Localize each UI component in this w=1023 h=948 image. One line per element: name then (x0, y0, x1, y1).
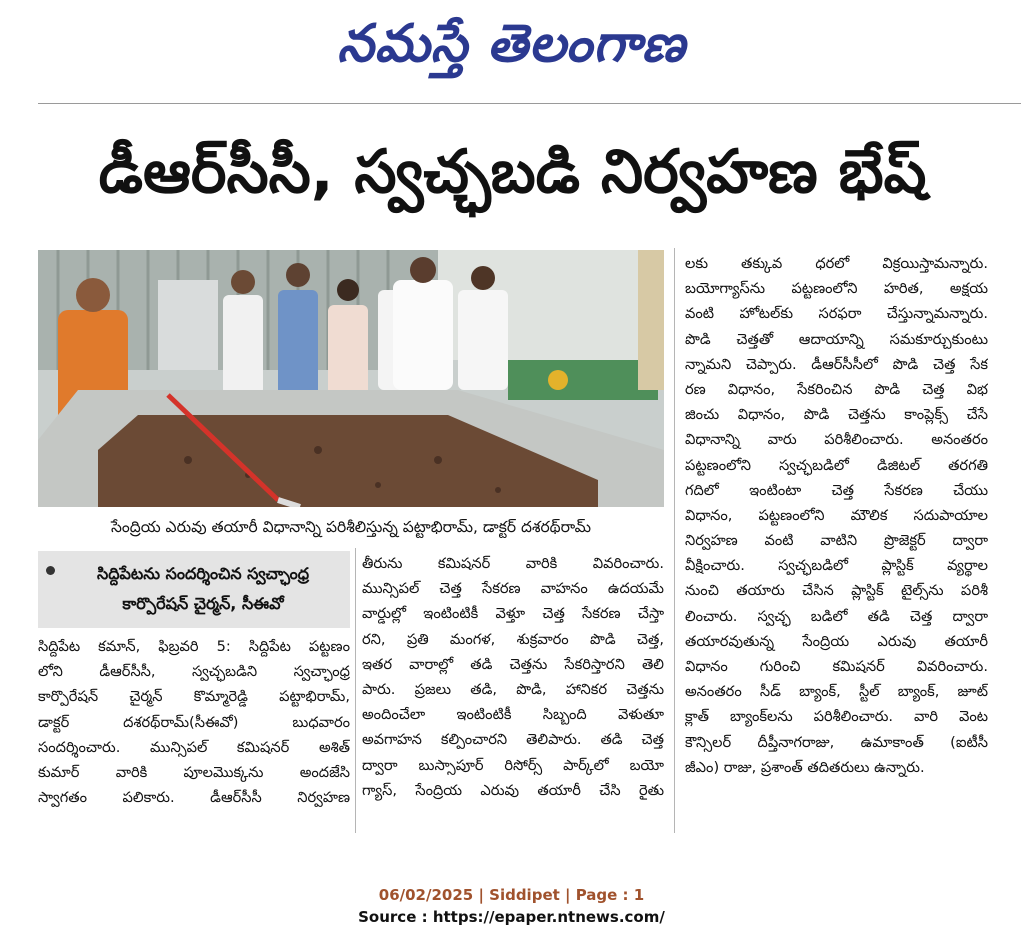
body-line: లించారు. స్వచ్ఛ బడిలో తడి చెత్త ద్వారా (685, 607, 988, 625)
newspaper-logo: నమస్తే తెలంగాణ (337, 13, 686, 74)
article-headline: డీఆర్‌సీసీ, స్వచ్ఛబడి నిర్వహణ భేష్ (98, 137, 927, 207)
body-line: గ్యాస్, సేంద్రియ ఎరువు తయారీ చేసి రైతు (362, 781, 664, 799)
column-divider (355, 548, 356, 833)
body-line: నిర్వహణ వంటి వాటిని ప్రొజెక్టర్ ద్వారా (685, 532, 988, 550)
body-line: విధానాన్ని వారు పరిశీలించారు. అనంతరం (685, 431, 988, 449)
body-line: డాక్టర్ దశరథ్‌రామ్(సీఈవో) బుధవారం (38, 713, 350, 731)
body-line: తీరును కమిషనర్ వారికి వివరించారు. (362, 555, 664, 572)
body-line: రణ విధానం, సేకరించిన పొడి చెత్త విభ (685, 380, 988, 398)
body-line: జీఎం) రాజు, ప్రశాంత్ తదితరులు ఉన్నారు. (685, 758, 925, 776)
body-line: ద్వారా బుస్సాపూర్ రిసోర్స్ పార్క్‌లో బయో (362, 756, 664, 774)
body-line: కార్పొరేషన్ చైర్మన్ కొమ్మారెడ్డి పట్టాభిరామ్, (38, 688, 350, 706)
bullet-icon (46, 566, 55, 575)
body-line: వంటి హోటల్‌కు సరఫరా చేస్తున్నామన్నారు. (685, 305, 988, 323)
column-divider (674, 248, 675, 833)
subhead-line-2: కార్పొరేషన్ చైర్మన్, సీఈవో (122, 594, 284, 613)
photo-illustration (38, 250, 664, 507)
body-line: పొడి చెత్తతో ఆదాయాన్ని సమకూర్చుకుంటు (685, 330, 988, 348)
article-column-2 (362, 551, 664, 803)
body-line: అనంతరం సీడ్ బ్యాంక్, స్టీల్ బ్యాంక్, జూట్ (685, 683, 988, 701)
photo-caption: సేంద్రియ ఎరువు తయారీ విధానాన్ని పరిశీలిస్తున్న పట్టాభిరామ్, డాక్టర్ దశరథ్‌రామ్ (111, 518, 591, 536)
body-line: విధానం, పట్టణంలోని మౌలిక సదుపాయాల (685, 506, 988, 524)
body-line: వీక్షించారు. స్వచ్ఛబడిలో ప్లాస్టిక్ వ్యర్థాల (685, 557, 988, 575)
body-line: రని, ప్రతి మంగళ, శుక్రవారం పొడి చెత్త, (362, 630, 664, 648)
masthead-divider (38, 103, 1021, 104)
body-line: సిద్దిపేట కమాన్, ఫిబ్రవరి 5: సిద్దిపేట పట్టణం (38, 638, 350, 655)
body-line: పట్టణంలోని స్వచ్ఛబడిలో డిజిటల్ తరగతి (685, 456, 988, 474)
article-subhead (38, 551, 350, 628)
body-line: క్లాత్ బ్యాంక్‌లను పరిశీలించారు. వారి వెంట (685, 708, 988, 726)
masthead (0, 0, 1023, 100)
body-line: తయారవుతున్న సేంద్రియ ఎరువు తయారీ (685, 632, 988, 650)
body-line: అవగాహన కల్పించారని తెలిపారు. తడి చెత్త (362, 731, 664, 749)
article-column-3 (685, 251, 988, 780)
body-line: కుమార్ వారికి పూలమొక్కను అందజేసి (38, 763, 350, 781)
body-line: నుంచి తయారు చేసిన ప్లాస్టిక్ టైల్స్‌ను పరిశీ (685, 582, 988, 600)
body-line: లకు తక్కువ ధరలో విక్రయిస్తామన్నారు. (685, 255, 988, 272)
body-line: సందర్శించారు. మున్సిపల్ కమిషనర్ అశిత్ (38, 738, 350, 756)
body-line: గదిలో ఇంటింటా చెత్త సేకరణ చేయు (685, 481, 988, 499)
body-line: జించు విధానం, పొడి చెత్తను కాంప్లెక్స్ చేసే (685, 406, 988, 424)
body-line: బయోగ్యాస్‌ను పట్టణంలోని హరిత, అక్షయ (685, 280, 988, 298)
page-footer (0, 884, 1023, 928)
body-line: లోని డీఆర్‌సీసీ, స్వచ్ఛబడిని స్వచ్ఛాంధ్ర (38, 663, 350, 681)
body-line: పారు. ప్రజలు తడి, పొడి, హానికర చెత్తను (362, 680, 664, 698)
body-line: మున్సిపల్ చెత్త సేకరణ వాహనం ఉదయమే (362, 580, 664, 598)
body-line: కౌన్సిలర్ దీప్తీనాగరాజు, ఉమాకాంత్ (ఐటీసీ (685, 733, 988, 751)
body-line: విధానం గురించి కమిషనర్ వివరించారు. (685, 658, 988, 675)
footer-source-link[interactable]: Source : https://epaper.ntnews.com/ (358, 908, 665, 926)
body-line: స్వాగతం పలికారు. డీఆర్‌సీసీ నిర్వహణ (38, 789, 350, 807)
body-line: న్నామని చెప్పారు. డీఆర్‌సీసీలో పొడి చెత్త సేక (685, 355, 988, 373)
body-line: వార్డుల్లో ఇంటింటికీ వెళ్తూ చెత్త సేకరణ చేస్తా (362, 605, 664, 623)
footer-date-line: 06/02/2025 | Siddipet | Page : 1 (378, 886, 645, 904)
article-column-1 (38, 634, 350, 810)
article-photo (38, 250, 664, 507)
body-line: అందించేలా ఇంటింటికీ సిబ్బంది వెళుతూ (362, 706, 664, 724)
body-line: ఇతర వారాల్లో తడి చెత్తను సేకరిస్తారని తెలి (362, 655, 664, 673)
subhead-line-1: సిద్దిపేటను సందర్శించిన స్వచ్ఛాంధ్ర (97, 564, 309, 583)
